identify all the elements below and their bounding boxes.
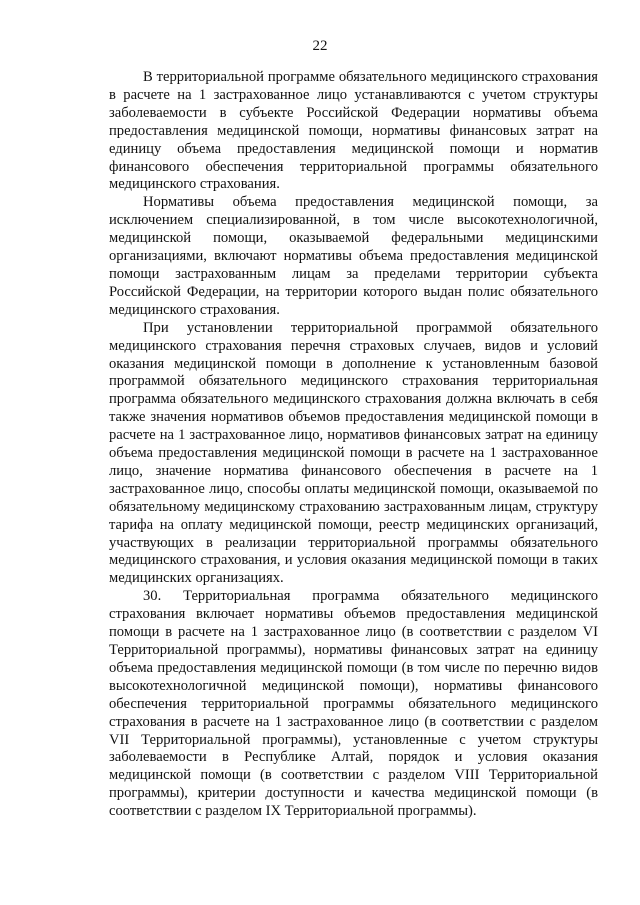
paragraph: 30. Территориальная программа обязательного медицинского страхования включает нормативы объемов предоставления медицинской помощи в расчете на 1 застрахованное лицо (в соответствии с разделом VI Территориальной программы), нормативы финансовых затрат на единицу объема предоставления медицинской помощи (в том числе по перечню видов высокотехнологичной медицинской помощи), нормативы финансового обеспечения территориальной программы обязательного медицинского страхования в расчете на 1 застрахованное лицо (в соответствии с разделом VII Территориальной программы), установленные с учетом структуры заболеваемости в Республике Алтай, порядок и условия оказания медицинской помощи (в соответствии с разделом VIII Территориальной программы), критерии доступности и качества медицинской помощи (в соответствии с разделом IX Территориальной программы).	[109, 588, 598, 820]
document-body	[109, 69, 598, 821]
paragraph: В территориальной программе обязательного медицинского страхования в расчете на 1 застрахованное лицо устанавливаются с учетом структуры заболеваемости в субъекте Российской Федерации нормативы объема предоставления медицинской помощи, нормативы финансовых затрат на единицу объема предоставления медицинской помощи и норматив финансового обеспечения территориальной программы обязательного медицинского страхования.	[109, 69, 598, 193]
paragraph: Нормативы объема предоставления медицинской помощи, за исключением специализированной, в том числе высокотехнологичной, медицинской помощи, оказываемой федеральными медицинскими организациями, включают нормативы объема предоставления медицинской помощи застрахованным лицам за пределами территории субъекта Российской Федерации, на территории которого выдан полис обязательного медицинского страхования.	[109, 194, 598, 318]
paragraph: При установлении территориальной программой обязательного медицинского страхования перечня страховых случаев, видов и условий оказания медицинской помощи в дополнение к установленным базовой программой обязательного медицинского страхования территориальная программа обязательного медицинского страхования должна включать в себя также значения нормативов объемов предоставления медицинской помощи в расчете на 1 застрахованное лицо, нормативов финансовых затрат на единицу объема предоставления медицинской помощи в расчете на 1 застрахованное лицо, значение норматива финансового обеспечения в расчете на 1 застрахованное лицо, способы оплаты медицинской помощи, оказываемой по обязательному медицинскому страхованию застрахованным лицам, структуру тарифа на оплату медицинской помощи, реестр медицинских организаций, участвующих в реализации территориальной программы обязательного медицинского страхования, и условия оказания медицинской помощи в таких медицинских организациях.	[109, 319, 598, 587]
page-number: 22	[312, 38, 328, 54]
